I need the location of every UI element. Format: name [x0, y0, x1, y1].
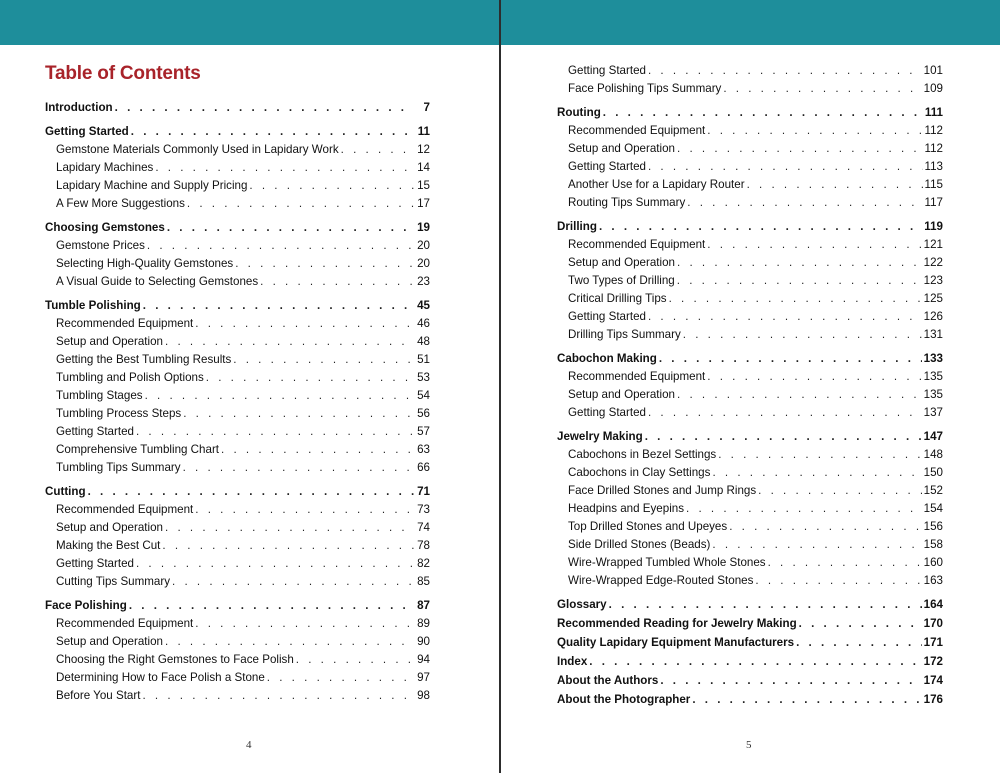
- toc-section-entry[interactable]: [45, 159, 430, 177]
- toc-entry-title: Recommended Reading for Jewelry Making: [557, 617, 797, 630]
- dot-leader: [707, 236, 921, 254]
- toc-entry-page: 137: [923, 406, 943, 419]
- toc-section-entry[interactable]: [557, 122, 943, 140]
- toc-section-entry[interactable]: [45, 537, 430, 555]
- toc-entry-title: Setup and Operation: [56, 635, 163, 648]
- dot-leader: [145, 387, 414, 405]
- toc-section-entry[interactable]: [557, 62, 943, 80]
- toc-entry-page: 135: [923, 370, 943, 383]
- dot-leader: [195, 615, 414, 633]
- toc-entry-title: Getting Started: [568, 310, 646, 323]
- toc-entry-page: 133: [923, 352, 943, 365]
- toc-section-entry[interactable]: [45, 195, 430, 213]
- dot-leader: [131, 122, 414, 141]
- dot-leader: [683, 326, 922, 344]
- toc-section-entry[interactable]: [557, 554, 943, 572]
- toc-section-entry[interactable]: [45, 651, 430, 669]
- dot-leader: [136, 423, 414, 441]
- toc-section-entry[interactable]: [557, 572, 943, 590]
- toc-entry-page: 123: [923, 274, 943, 287]
- toc-section-entry[interactable]: [557, 446, 943, 464]
- toc-entry-title: Face Polishing: [45, 599, 127, 612]
- toc-section-entry[interactable]: [557, 404, 943, 422]
- toc-section-entry[interactable]: [557, 368, 943, 386]
- toc-section-entry[interactable]: [45, 273, 430, 291]
- dot-leader: [747, 176, 923, 194]
- toc-entry-title: Recommended Equipment: [568, 238, 706, 251]
- toc-entry-page: 57: [417, 425, 430, 438]
- page-number: 5: [746, 739, 752, 751]
- toc-chapter-entry[interactable]: [557, 349, 943, 368]
- toc-entry-title: Getting Started: [568, 160, 646, 173]
- dot-leader: [183, 405, 414, 423]
- toc-chapter-entry[interactable]: [557, 217, 943, 236]
- toc-entry-page: 20: [417, 239, 430, 252]
- toc-entry-title: Choosing Gemstones: [45, 221, 165, 234]
- toc-chapter-entry[interactable]: [557, 633, 943, 652]
- toc-entry-title: About the Photographer: [557, 693, 691, 706]
- toc-section-entry[interactable]: [45, 669, 430, 687]
- toc-entry-title: Gemstone Prices: [56, 239, 145, 252]
- toc-chapter-entry[interactable]: [557, 690, 943, 709]
- toc-entry-title: Determining How to Face Polish a Stone: [56, 671, 265, 684]
- dot-leader: [758, 482, 921, 500]
- dot-leader: [677, 140, 923, 158]
- toc-entry-page: 12: [417, 143, 430, 156]
- toc-entry-page: 56: [417, 407, 430, 420]
- toc-entry-title: Tumbling Process Steps: [56, 407, 182, 420]
- toc-entry-page: 97: [417, 671, 430, 684]
- dot-leader: [755, 572, 921, 590]
- toc-entry-title: Choosing the Right Gemstones to Face Polish: [56, 653, 294, 666]
- toc-section-entry[interactable]: [557, 176, 943, 194]
- toc-entry-title: Routing Tips Summary: [568, 196, 686, 209]
- toc-entry-page: 53: [417, 371, 430, 384]
- gutter-divider: [499, 0, 501, 773]
- toc-entry-title: Setup and Operation: [568, 256, 675, 269]
- toc-entry-title: Drilling: [557, 220, 597, 233]
- dot-leader: [645, 427, 922, 446]
- toc-entry-title: Recommended Equipment: [568, 124, 706, 137]
- toc-entry-title: A Visual Guide to Selecting Gemstones: [56, 275, 259, 288]
- toc-entry-page: 15: [417, 179, 430, 192]
- toc-entry-title: Face Drilled Stones and Jump Rings: [568, 484, 757, 497]
- dot-leader: [155, 159, 414, 177]
- toc-entry-page: 73: [417, 503, 430, 516]
- toc-section-entry[interactable]: [557, 272, 943, 290]
- toc-entry-page: 111: [924, 106, 943, 119]
- toc-entry-title: Drilling Tips Summary: [568, 328, 681, 341]
- toc-entry-title: Cabochon Making: [557, 352, 657, 365]
- toc-entry-page: 156: [923, 520, 943, 533]
- dot-leader: [143, 296, 414, 315]
- toc-entry-page: 117: [924, 196, 943, 209]
- toc-section-entry[interactable]: [557, 386, 943, 404]
- toc-entry-page: 85: [417, 575, 430, 588]
- dot-leader: [686, 500, 922, 518]
- toc-entry-title: Comprehensive Tumbling Chart: [56, 443, 220, 456]
- dot-leader: [648, 308, 922, 326]
- toc-section-entry[interactable]: [45, 615, 430, 633]
- dot-leader: [707, 122, 922, 140]
- toc-entry-page: 90: [417, 635, 430, 648]
- dot-leader: [183, 459, 414, 477]
- dot-leader: [729, 518, 921, 536]
- toc-entry-page: 126: [923, 310, 943, 323]
- toc-entry-title: Quality Lapidary Equipment Manufacturers: [557, 636, 795, 649]
- toc-entry-title: Face Polishing Tips Summary: [568, 82, 722, 95]
- toc-entry-page: 71: [417, 485, 430, 498]
- toc-entry-page: 17: [417, 197, 430, 210]
- toc-entry-title: Recommended Equipment: [56, 503, 194, 516]
- toc-entry-page: 176: [923, 693, 943, 706]
- toc-entry-title: Introduction: [45, 101, 113, 114]
- toc-entry-title: Getting Started: [45, 125, 129, 138]
- dot-leader: [233, 351, 414, 369]
- toc-section-entry[interactable]: [45, 351, 430, 369]
- toc-entry-page: 94: [417, 653, 430, 666]
- toc-entry-title: Headpins and Eyepins: [568, 502, 685, 515]
- toc-entry-page: 101: [923, 64, 943, 77]
- toc-entry-title: Wire-Wrapped Edge-Routed Stones: [568, 574, 754, 587]
- dot-leader: [648, 158, 923, 176]
- toc-entry-title: Setup and Operation: [56, 335, 163, 348]
- toc-section-entry[interactable]: [557, 194, 943, 212]
- toc-entry-page: 63: [417, 443, 430, 456]
- toc-entry-page: 112: [924, 124, 943, 137]
- dot-leader: [609, 595, 922, 614]
- toc-section-entry[interactable]: [557, 254, 943, 272]
- toc-entry-page: 158: [923, 538, 943, 551]
- toc-entry-page: 122: [923, 256, 943, 269]
- toc-entry-title: Getting Started: [568, 406, 646, 419]
- toc-entry-title: Another Use for a Lapidary Router: [568, 178, 745, 191]
- header-band: [500, 0, 1000, 45]
- toc-entry-title: Setup and Operation: [568, 388, 675, 401]
- toc-entry-title: Getting Started: [56, 557, 134, 570]
- dot-leader: [235, 255, 414, 273]
- dot-leader: [659, 349, 922, 368]
- toc-section-entry[interactable]: [45, 441, 430, 459]
- toc-entry-title: Getting Started: [56, 425, 134, 438]
- toc-entry-page: 119: [924, 220, 943, 233]
- toc-section-entry[interactable]: [557, 326, 943, 344]
- toc-entry-title: Wire-Wrapped Tumbled Whole Stones: [568, 556, 766, 569]
- toc-entry-page: 7: [423, 101, 430, 114]
- dot-leader: [267, 669, 414, 687]
- dot-leader: [707, 368, 921, 386]
- toc-entry-title: Top Drilled Stones and Upeyes: [568, 520, 728, 533]
- toc-entry-page: 150: [923, 466, 943, 479]
- toc-entry-page: 46: [417, 317, 430, 330]
- toc-entry-page: 109: [923, 82, 943, 95]
- page-number: 4: [246, 739, 252, 751]
- dot-leader: [260, 273, 414, 291]
- dot-leader: [195, 501, 414, 519]
- toc-entry-page: 98: [417, 689, 430, 702]
- toc-entry-page: 54: [417, 389, 430, 402]
- dot-leader: [687, 194, 922, 212]
- dot-leader: [692, 690, 921, 709]
- toc-section-entry[interactable]: [45, 555, 430, 573]
- dot-leader: [768, 554, 922, 572]
- toc-chapter-entry[interactable]: [557, 614, 943, 633]
- header-band: [0, 0, 500, 45]
- dot-leader: [677, 254, 922, 272]
- toc-entry-title: About the Authors: [557, 674, 659, 687]
- toc-entry-page: 78: [417, 539, 430, 552]
- toc-entry-page: 87: [417, 599, 430, 612]
- toc-entry-page: 23: [417, 275, 430, 288]
- toc-section-entry[interactable]: [557, 482, 943, 500]
- toc-section-entry[interactable]: [45, 423, 430, 441]
- dot-leader: [712, 536, 921, 554]
- toc-entry-page: 48: [417, 335, 430, 348]
- toc-entry-page: 115: [924, 178, 943, 191]
- toc-section-entry[interactable]: [557, 236, 943, 254]
- toc-entry-title: Index: [557, 655, 588, 668]
- toc-section-entry[interactable]: [45, 405, 430, 423]
- toc-section-entry[interactable]: [45, 633, 430, 651]
- toc-chapter-entry[interactable]: [45, 218, 430, 237]
- toc-chapter-entry[interactable]: [45, 482, 430, 501]
- dot-leader: [172, 573, 414, 591]
- toc-entry-title: Cabochons in Clay Settings: [568, 466, 711, 479]
- toc-chapter-entry[interactable]: [45, 98, 430, 117]
- toc-entry-title: Tumbling Tips Summary: [56, 461, 181, 474]
- dot-leader: [648, 62, 922, 80]
- dot-leader: [669, 290, 922, 308]
- toc-entry-title: Cutting: [45, 485, 86, 498]
- toc-section-entry[interactable]: [45, 387, 430, 405]
- toc-entry-title: A Few More Suggestions: [56, 197, 185, 210]
- toc-chapter-entry[interactable]: [557, 595, 943, 614]
- toc-entry-page: 11: [417, 125, 430, 138]
- dot-leader: [165, 333, 414, 351]
- toc-section-entry[interactable]: [557, 80, 943, 98]
- toc-entry-page: 45: [417, 299, 430, 312]
- toc-entry-page: 154: [923, 502, 943, 515]
- toc-entry-title: Cutting Tips Summary: [56, 575, 171, 588]
- dot-leader: [167, 218, 414, 237]
- dot-leader: [648, 404, 922, 422]
- toc-entry-title: Lapidary Machine and Supply Pricing: [56, 179, 248, 192]
- toc-entry-page: 89: [417, 617, 430, 630]
- toc-entry-title: Side Drilled Stones (Beads): [568, 538, 711, 551]
- toc-section-entry[interactable]: [45, 459, 430, 477]
- toc-entry-page: 170: [923, 617, 943, 630]
- toc-entry-page: 112: [924, 142, 943, 155]
- toc-entry-title: Two Types of Drilling: [568, 274, 675, 287]
- toc-chapter-entry[interactable]: [557, 427, 943, 446]
- toc-section-entry[interactable]: [45, 519, 430, 537]
- toc-entry-title: Gemstone Materials Commonly Used in Lapidary Work: [56, 143, 339, 156]
- toc-entry-title: Setup and Operation: [56, 521, 163, 534]
- toc-section-entry[interactable]: [45, 687, 430, 705]
- toc-section-entry[interactable]: [557, 518, 943, 536]
- toc-entry-page: 135: [923, 388, 943, 401]
- toc-entry-page: 164: [923, 598, 943, 611]
- toc-entry-page: 51: [417, 353, 430, 366]
- toc-section-entry[interactable]: [45, 177, 430, 195]
- dot-leader: [162, 537, 414, 555]
- dot-leader: [249, 177, 414, 195]
- toc-entry-title: Getting Started: [568, 64, 646, 77]
- dot-leader: [296, 651, 414, 669]
- toc-section-entry[interactable]: [557, 140, 943, 158]
- dot-leader: [129, 596, 414, 615]
- toc-entry-page: 163: [923, 574, 943, 587]
- dot-leader: [165, 519, 414, 537]
- dot-leader: [136, 555, 414, 573]
- toc-entry-title: Recommended Equipment: [568, 370, 706, 383]
- dot-leader: [589, 652, 921, 671]
- toc-entry-page: 14: [417, 161, 430, 174]
- toc-section-entry[interactable]: [45, 573, 430, 591]
- dot-leader: [603, 103, 923, 122]
- toc-list-left: [45, 98, 430, 705]
- dot-leader: [88, 482, 414, 501]
- toc-section-entry[interactable]: [45, 141, 430, 159]
- toc-entry-page: 172: [923, 655, 943, 668]
- toc-section-entry[interactable]: [45, 315, 430, 333]
- toc-section-entry[interactable]: [557, 308, 943, 326]
- toc-entry-page: 113: [924, 160, 943, 173]
- toc-entry-page: 148: [923, 448, 943, 461]
- toc-entry-title: Selecting High-Quality Gemstones: [56, 257, 234, 270]
- dot-leader: [796, 633, 922, 652]
- toc-entry-page: 125: [923, 292, 943, 305]
- toc-entry-title: Making the Best Cut: [56, 539, 161, 552]
- toc-entry-title: Glossary: [557, 598, 607, 611]
- toc-entry-page: 66: [417, 461, 430, 474]
- toc-entry-title: Lapidary Machines: [56, 161, 154, 174]
- dot-leader: [221, 441, 414, 459]
- toc-entry-title: Recommended Equipment: [56, 617, 194, 630]
- right-page: [500, 0, 1000, 773]
- toc-list-right: [557, 62, 943, 709]
- toc-chapter-entry[interactable]: [557, 652, 943, 671]
- toc-section-entry[interactable]: [557, 464, 943, 482]
- toc-entry-title: Critical Drilling Tips: [568, 292, 667, 305]
- toc-section-entry[interactable]: [45, 255, 430, 273]
- toc-entry-page: 160: [923, 556, 943, 569]
- dot-leader: [142, 687, 414, 705]
- toc-chapter-entry[interactable]: [45, 596, 430, 615]
- dot-leader: [115, 98, 414, 117]
- toc-entry-page: 152: [923, 484, 943, 497]
- toc-section-entry[interactable]: [45, 333, 430, 351]
- toc-entry-title: Tumble Polishing: [45, 299, 141, 312]
- toc-entry-page: 19: [417, 221, 430, 234]
- toc-entry-page: 147: [923, 430, 943, 443]
- toc-entry-page: 74: [417, 521, 430, 534]
- toc-chapter-entry[interactable]: [45, 122, 430, 141]
- toc-section-entry[interactable]: [557, 290, 943, 308]
- toc-entry-title: Jewelry Making: [557, 430, 643, 443]
- toc-entry-page: 20: [417, 257, 430, 270]
- toc-section-entry[interactable]: [45, 237, 430, 255]
- toc-entry-page: 174: [923, 674, 943, 687]
- page-title: Table of Contents: [45, 63, 201, 84]
- toc-section-entry[interactable]: [557, 500, 943, 518]
- dot-leader: [677, 386, 922, 404]
- dot-leader: [660, 671, 921, 690]
- dot-leader: [718, 446, 921, 464]
- dot-leader: [723, 80, 921, 98]
- toc-entry-page: 82: [417, 557, 430, 570]
- dot-leader: [206, 369, 414, 387]
- dot-leader: [195, 315, 414, 333]
- toc-chapter-entry[interactable]: [557, 671, 943, 690]
- toc-entry-title: Routing: [557, 106, 601, 119]
- toc-entry-page: 131: [923, 328, 943, 341]
- toc-entry-title: Cabochons in Bezel Settings: [568, 448, 717, 461]
- toc-entry-page: 121: [923, 238, 943, 251]
- toc-chapter-entry[interactable]: [557, 103, 943, 122]
- dot-leader: [341, 141, 414, 159]
- dot-leader: [187, 195, 414, 213]
- toc-chapter-entry[interactable]: [45, 296, 430, 315]
- toc-entry-title: Getting the Best Tumbling Results: [56, 353, 232, 366]
- dot-leader: [799, 614, 922, 633]
- toc-entry-page: 171: [923, 636, 943, 649]
- toc-section-entry[interactable]: [45, 369, 430, 387]
- toc-section-entry[interactable]: [557, 158, 943, 176]
- toc-section-entry[interactable]: [45, 501, 430, 519]
- dot-leader: [599, 217, 922, 236]
- dot-leader: [165, 633, 414, 651]
- dot-leader: [147, 237, 414, 255]
- toc-section-entry[interactable]: [557, 536, 943, 554]
- dot-leader: [712, 464, 921, 482]
- toc-entry-title: Recommended Equipment: [56, 317, 194, 330]
- toc-entry-title: Setup and Operation: [568, 142, 675, 155]
- toc-entry-title: Tumbling Stages: [56, 389, 143, 402]
- toc-entry-title: Tumbling and Polish Options: [56, 371, 204, 384]
- toc-entry-title: Before You Start: [56, 689, 141, 702]
- dot-leader: [677, 272, 922, 290]
